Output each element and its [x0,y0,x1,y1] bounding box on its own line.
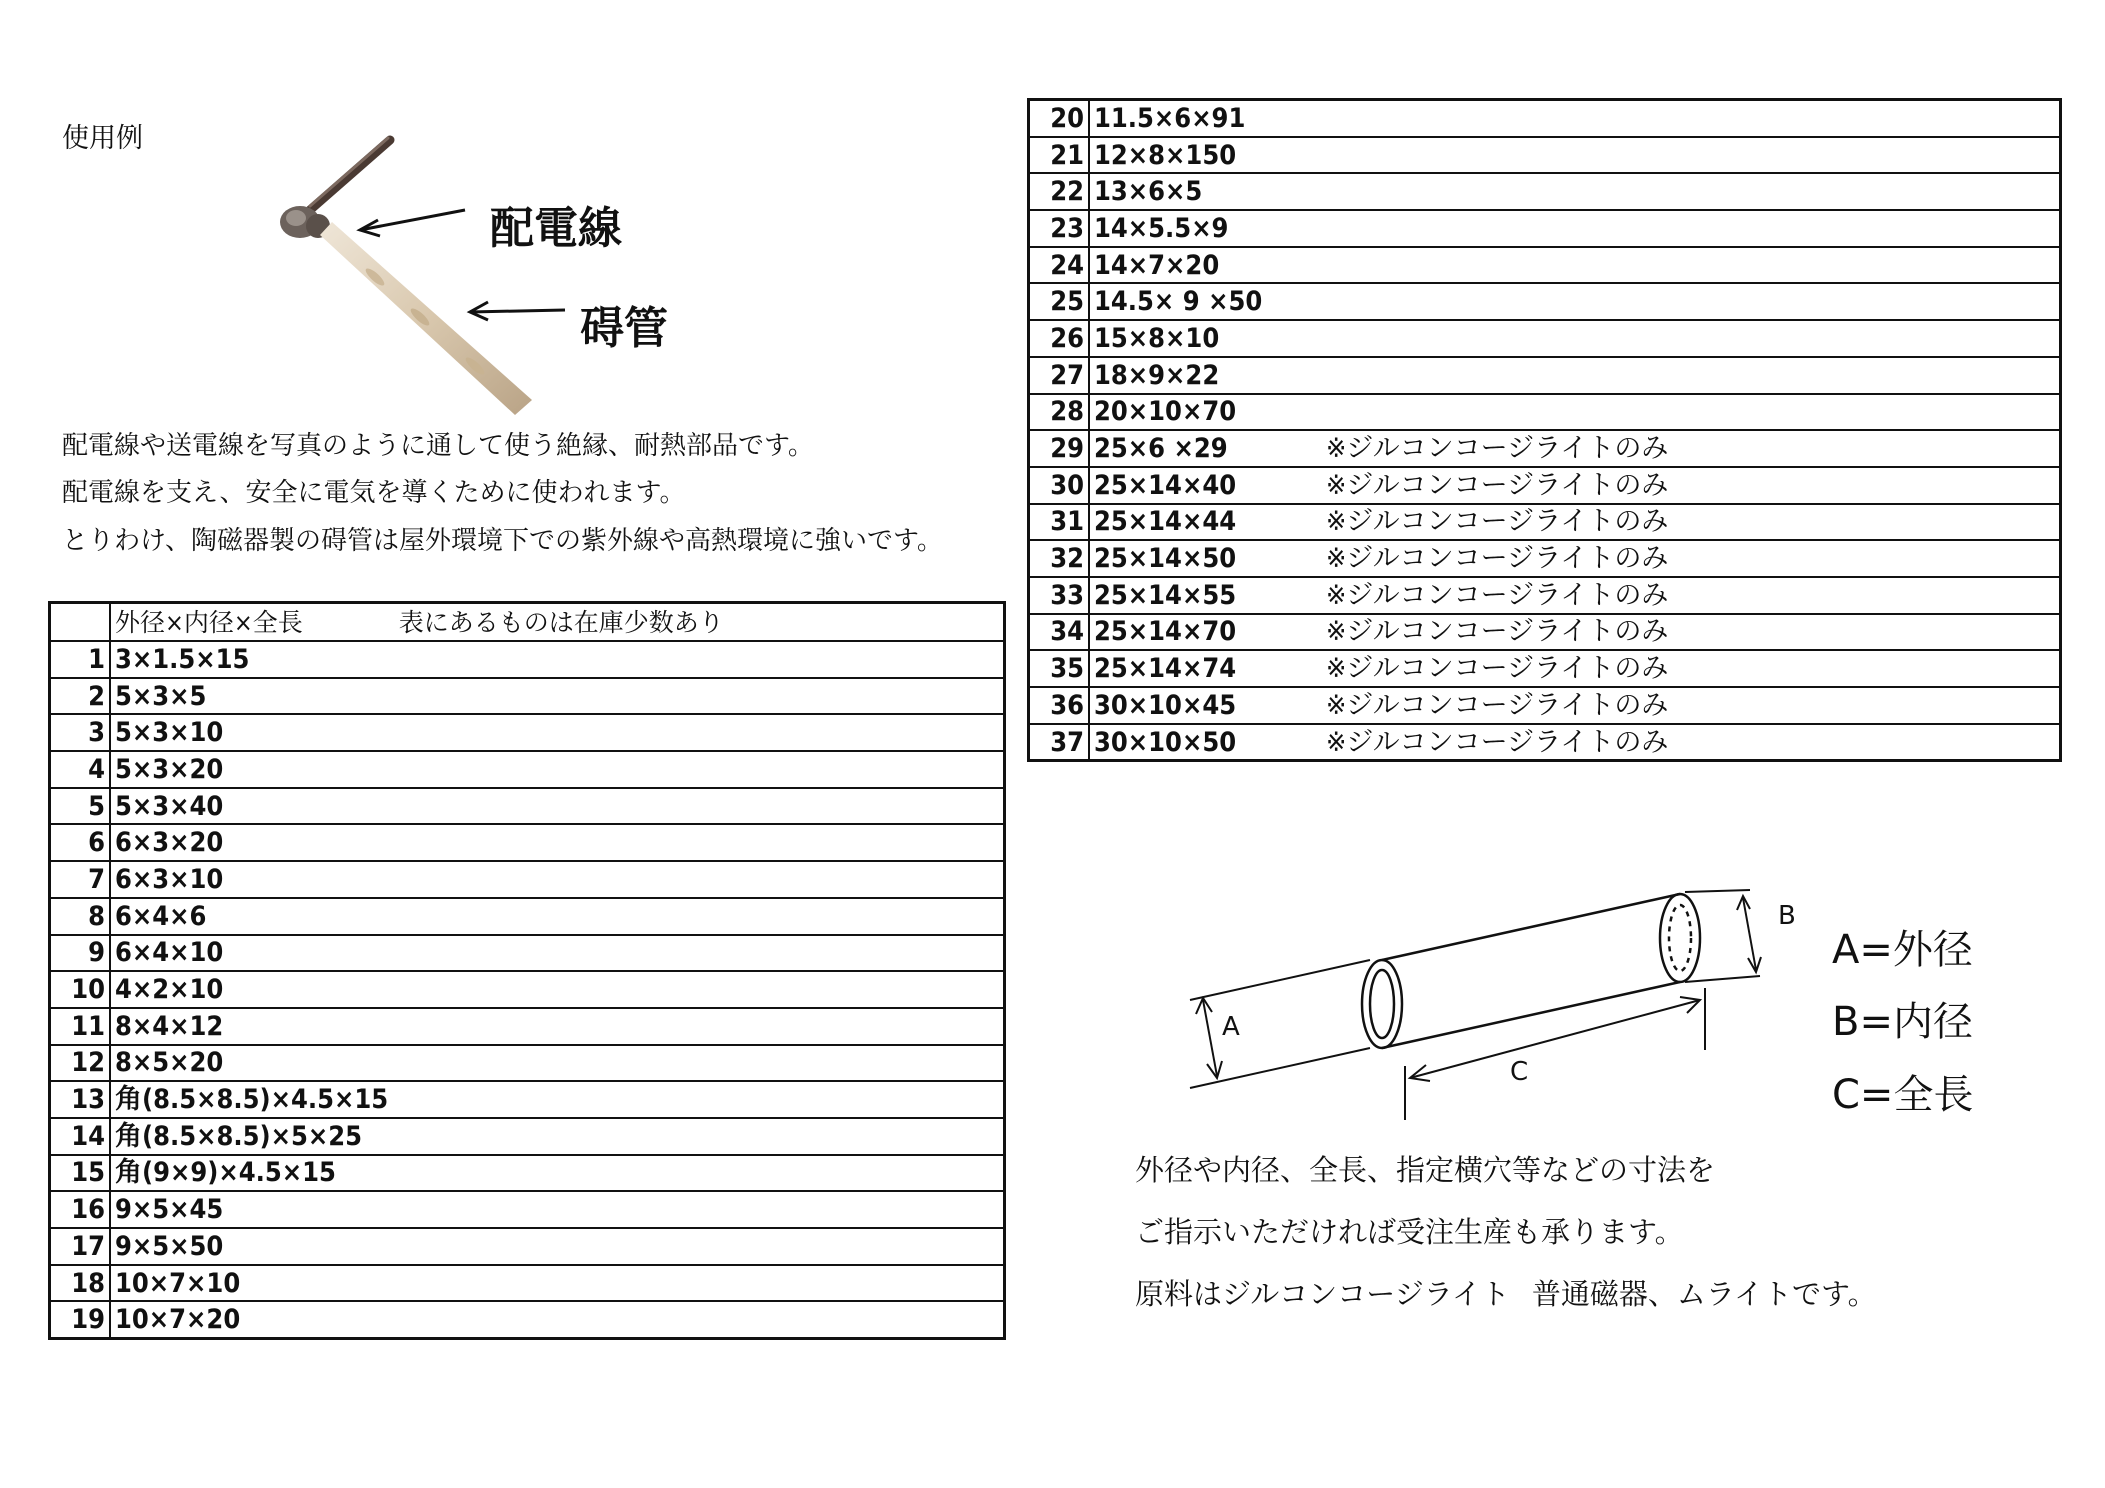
row-number: 31 [1029,504,1090,541]
table-row [1029,394,2061,431]
row-spec-cell [110,1118,1005,1155]
row-spec-cell [110,1081,1005,1118]
row-dimensions: 3×1.5×15 [115,643,250,675]
row-spec-cell [1089,614,2061,651]
order-note-line: 外径や内径、全長、指定横穴等などの寸法を [1135,1153,1716,1187]
table-row [50,1045,1005,1082]
insulator-photo [270,130,690,420]
row-number: 22 [1029,173,1090,210]
row-dimensions: 30×10×50 [1094,726,1237,758]
legend-length: C=全長 [1832,1072,1974,1118]
table-header-row [50,603,1005,642]
row-spec-cell [1089,210,2061,247]
table-row [1029,357,2061,394]
material-list: 原料はジルコンコージライト [1135,1277,1510,1311]
row-number: 34 [1029,614,1090,651]
row-number: 29 [1029,430,1090,467]
row-material-note: ※ジルコンコージライトのみ [1326,616,1669,648]
row-number: 35 [1029,650,1090,687]
row-number: 7 [50,861,111,898]
row-dimensions: 13×6×5 [1094,176,1203,208]
table-row [50,1008,1005,1045]
row-number: 12 [50,1045,111,1082]
row-number: 14 [50,1118,111,1155]
row-dimensions: 角(8.5×8.5)×5×25 [115,1120,363,1152]
tube-label: 碍管 [580,303,668,354]
row-material-note: ※ジルコンコージライトのみ [1326,506,1669,538]
row-dimensions: 25×14×70 [1094,616,1237,648]
row-number: 23 [1029,210,1090,247]
row-dimensions: 14×5.5×9 [1094,212,1229,244]
row-dimensions: 25×6 ×29 [1094,433,1228,465]
row-number: 25 [1029,283,1090,320]
table-row [1029,687,2061,724]
spec-table-left [48,601,1006,1340]
row-dimensions: 25×14×40 [1094,469,1237,501]
row-spec-cell [110,1301,1005,1338]
dimension-b-label: B [1778,901,1796,931]
row-spec-cell [110,971,1005,1008]
row-number: 10 [50,971,111,1008]
row-dimensions: 25×14×74 [1094,653,1237,685]
row-dimensions: 6×3×20 [115,827,224,859]
table-row [50,824,1005,861]
table-row [1029,173,2061,210]
row-number: 20 [1029,100,1090,137]
table-row [1029,650,2061,687]
row-dimensions: 30×10×45 [1094,689,1237,721]
row-dimensions: 6×3×10 [115,863,224,895]
description-line: 配電線や送電線を写真のように通して使う絶縁、耐熱部品です。 [62,431,814,461]
table-row [50,898,1005,935]
material-list-rest: 普通磁器、ムライトです。 [1531,1277,1877,1311]
table-row [1029,100,2061,137]
row-number: 37 [1029,724,1090,761]
table-row [1029,614,2061,651]
row-number: 36 [1029,687,1090,724]
row-spec-cell [1089,687,2061,724]
row-dimensions: 5×3×5 [115,680,207,712]
table-row [1029,577,2061,614]
table-row [1029,724,2061,761]
row-dimensions: 25×14×50 [1094,543,1237,575]
table-row [50,971,1005,1008]
table-row [1029,504,2061,541]
table-row [50,641,1005,678]
table-row [50,935,1005,972]
spec-table-right [1027,98,2062,762]
table-row [1029,247,2061,284]
row-spec-cell [110,714,1005,751]
table-row [1029,210,2061,247]
table-row [50,1118,1005,1155]
row-spec-cell [110,678,1005,715]
table-row [50,861,1005,898]
row-number: 6 [50,824,111,861]
table-row [50,714,1005,751]
row-dimensions: 14×7×20 [1094,249,1220,281]
row-dimensions: 12×8×150 [1094,139,1237,171]
row-spec-cell [1089,100,2061,137]
row-spec-cell [110,1191,1005,1228]
table-row [50,788,1005,825]
row-spec-cell [1089,504,2061,541]
row-spec-cell [110,898,1005,935]
row-dimensions: 20×10×70 [1094,396,1237,428]
row-spec-cell [1089,394,2061,431]
row-spec-cell [110,788,1005,825]
row-dimensions: 8×4×12 [115,1010,224,1042]
row-number: 33 [1029,577,1090,614]
header-number-cell [50,603,111,642]
table-row [50,1081,1005,1118]
row-number: 19 [50,1301,111,1338]
row-number: 28 [1029,394,1090,431]
table-row [1029,137,2061,174]
row-dimensions: 8×5×20 [115,1047,224,1079]
row-number: 1 [50,641,111,678]
row-spec-cell [110,824,1005,861]
row-spec-cell [110,1155,1005,1192]
row-spec-cell [1089,540,2061,577]
row-spec-cell [110,861,1005,898]
row-spec-cell [1089,320,2061,357]
row-dimensions: 6×4×6 [115,900,207,932]
row-spec-cell [110,1045,1005,1082]
row-number: 24 [1029,247,1090,284]
table-row [1029,540,2061,577]
row-dimensions: 角(9×9)×4.5×15 [115,1157,336,1189]
table-row [50,751,1005,788]
row-dimensions: 5×3×20 [115,753,224,785]
description-line: とりわけ、陶磁器製の碍管は屋外環境下での紫外線や高熱環境に強いです。 [62,526,943,556]
table-row [50,1265,1005,1302]
row-dimensions: 9×5×50 [115,1230,224,1262]
order-note-line: ご指示いただければ受注生産も承ります。 [1135,1215,1684,1249]
row-number: 4 [50,751,111,788]
row-spec-cell [1089,467,2061,504]
tube-dimension-diagram [1160,880,1820,1130]
row-dimensions: 14.5× 9 ×50 [1094,286,1263,318]
table-row [50,1155,1005,1192]
legend-inner-diameter: B=内径 [1832,999,1973,1045]
row-spec-cell [1089,650,2061,687]
table-header: 外径×内径×全長 [115,607,303,637]
row-spec-cell [1089,137,2061,174]
row-material-note: ※ジルコンコージライトのみ [1326,433,1669,465]
row-number: 8 [50,898,111,935]
row-spec-cell [110,1228,1005,1265]
row-dimensions: 15×8×10 [1094,322,1220,354]
legend-outer-diameter: A=外径 [1832,927,1973,973]
row-dimensions: 25×14×55 [1094,579,1237,611]
table-header-note: 表にあるものは在庫少数あり [398,607,724,637]
row-number: 27 [1029,357,1090,394]
row-spec-cell [1089,430,2061,467]
row-spec-cell [1089,577,2061,614]
description-line: 配電線を支え、安全に電気を導くために使われます。 [62,478,686,508]
row-dimensions: 25×14×44 [1094,506,1237,538]
order-note-line [1135,1272,1877,1313]
row-material-note: ※ジルコンコージライトのみ [1326,726,1669,758]
row-material-note: ※ジルコンコージライトのみ [1326,689,1669,721]
row-spec-cell [1089,173,2061,210]
row-spec-cell [1089,357,2061,394]
row-number: 32 [1029,540,1090,577]
table-row [50,1228,1005,1265]
row-spec-cell [110,751,1005,788]
row-spec-cell [110,1008,1005,1045]
table-row [50,1191,1005,1228]
row-dimensions: 4×2×10 [115,974,224,1006]
section-label: 使用例 [62,123,143,154]
row-number: 21 [1029,137,1090,174]
row-dimensions: 5×3×40 [115,790,224,822]
row-number: 13 [50,1081,111,1118]
row-material-note: ※ジルコンコージライトのみ [1326,579,1669,611]
row-dimensions: 10×7×10 [115,1267,241,1299]
row-dimensions: 6×4×10 [115,937,224,969]
header-spec-cell [110,603,1005,642]
table-row [1029,283,2061,320]
row-spec-cell [110,935,1005,972]
row-spec-cell [1089,283,2061,320]
row-number: 3 [50,714,111,751]
row-number: 11 [50,1008,111,1045]
row-number: 2 [50,678,111,715]
row-dimensions: 10×7×20 [115,1304,241,1336]
row-number: 17 [50,1228,111,1265]
dimension-a-label: A [1222,1012,1240,1042]
dimension-c-label: C [1510,1057,1529,1087]
row-material-note: ※ジルコンコージライトのみ [1326,653,1669,685]
table-row [1029,430,2061,467]
row-dimensions: 5×3×10 [115,717,224,749]
row-material-note: ※ジルコンコージライトのみ [1326,469,1669,501]
row-number: 15 [50,1155,111,1192]
row-number: 9 [50,935,111,972]
row-number: 30 [1029,467,1090,504]
table-row [1029,467,2061,504]
table-row [1029,320,2061,357]
row-number: 26 [1029,320,1090,357]
table-row [50,1301,1005,1338]
row-dimensions: 18×9×22 [1094,359,1220,391]
row-spec-cell [110,641,1005,678]
row-dimensions: 9×5×45 [115,1194,224,1226]
row-material-note: ※ジルコンコージライトのみ [1326,543,1669,575]
row-spec-cell [1089,724,2061,761]
row-number: 18 [50,1265,111,1302]
row-number: 5 [50,788,111,825]
row-dimensions: 11.5×6×91 [1094,102,1246,134]
table-row [50,678,1005,715]
row-spec-cell [1089,247,2061,284]
row-number: 16 [50,1191,111,1228]
row-spec-cell [110,1265,1005,1302]
row-dimensions: 角(8.5×8.5)×4.5×15 [115,1084,389,1116]
wire-label: 配電線 [490,203,622,254]
